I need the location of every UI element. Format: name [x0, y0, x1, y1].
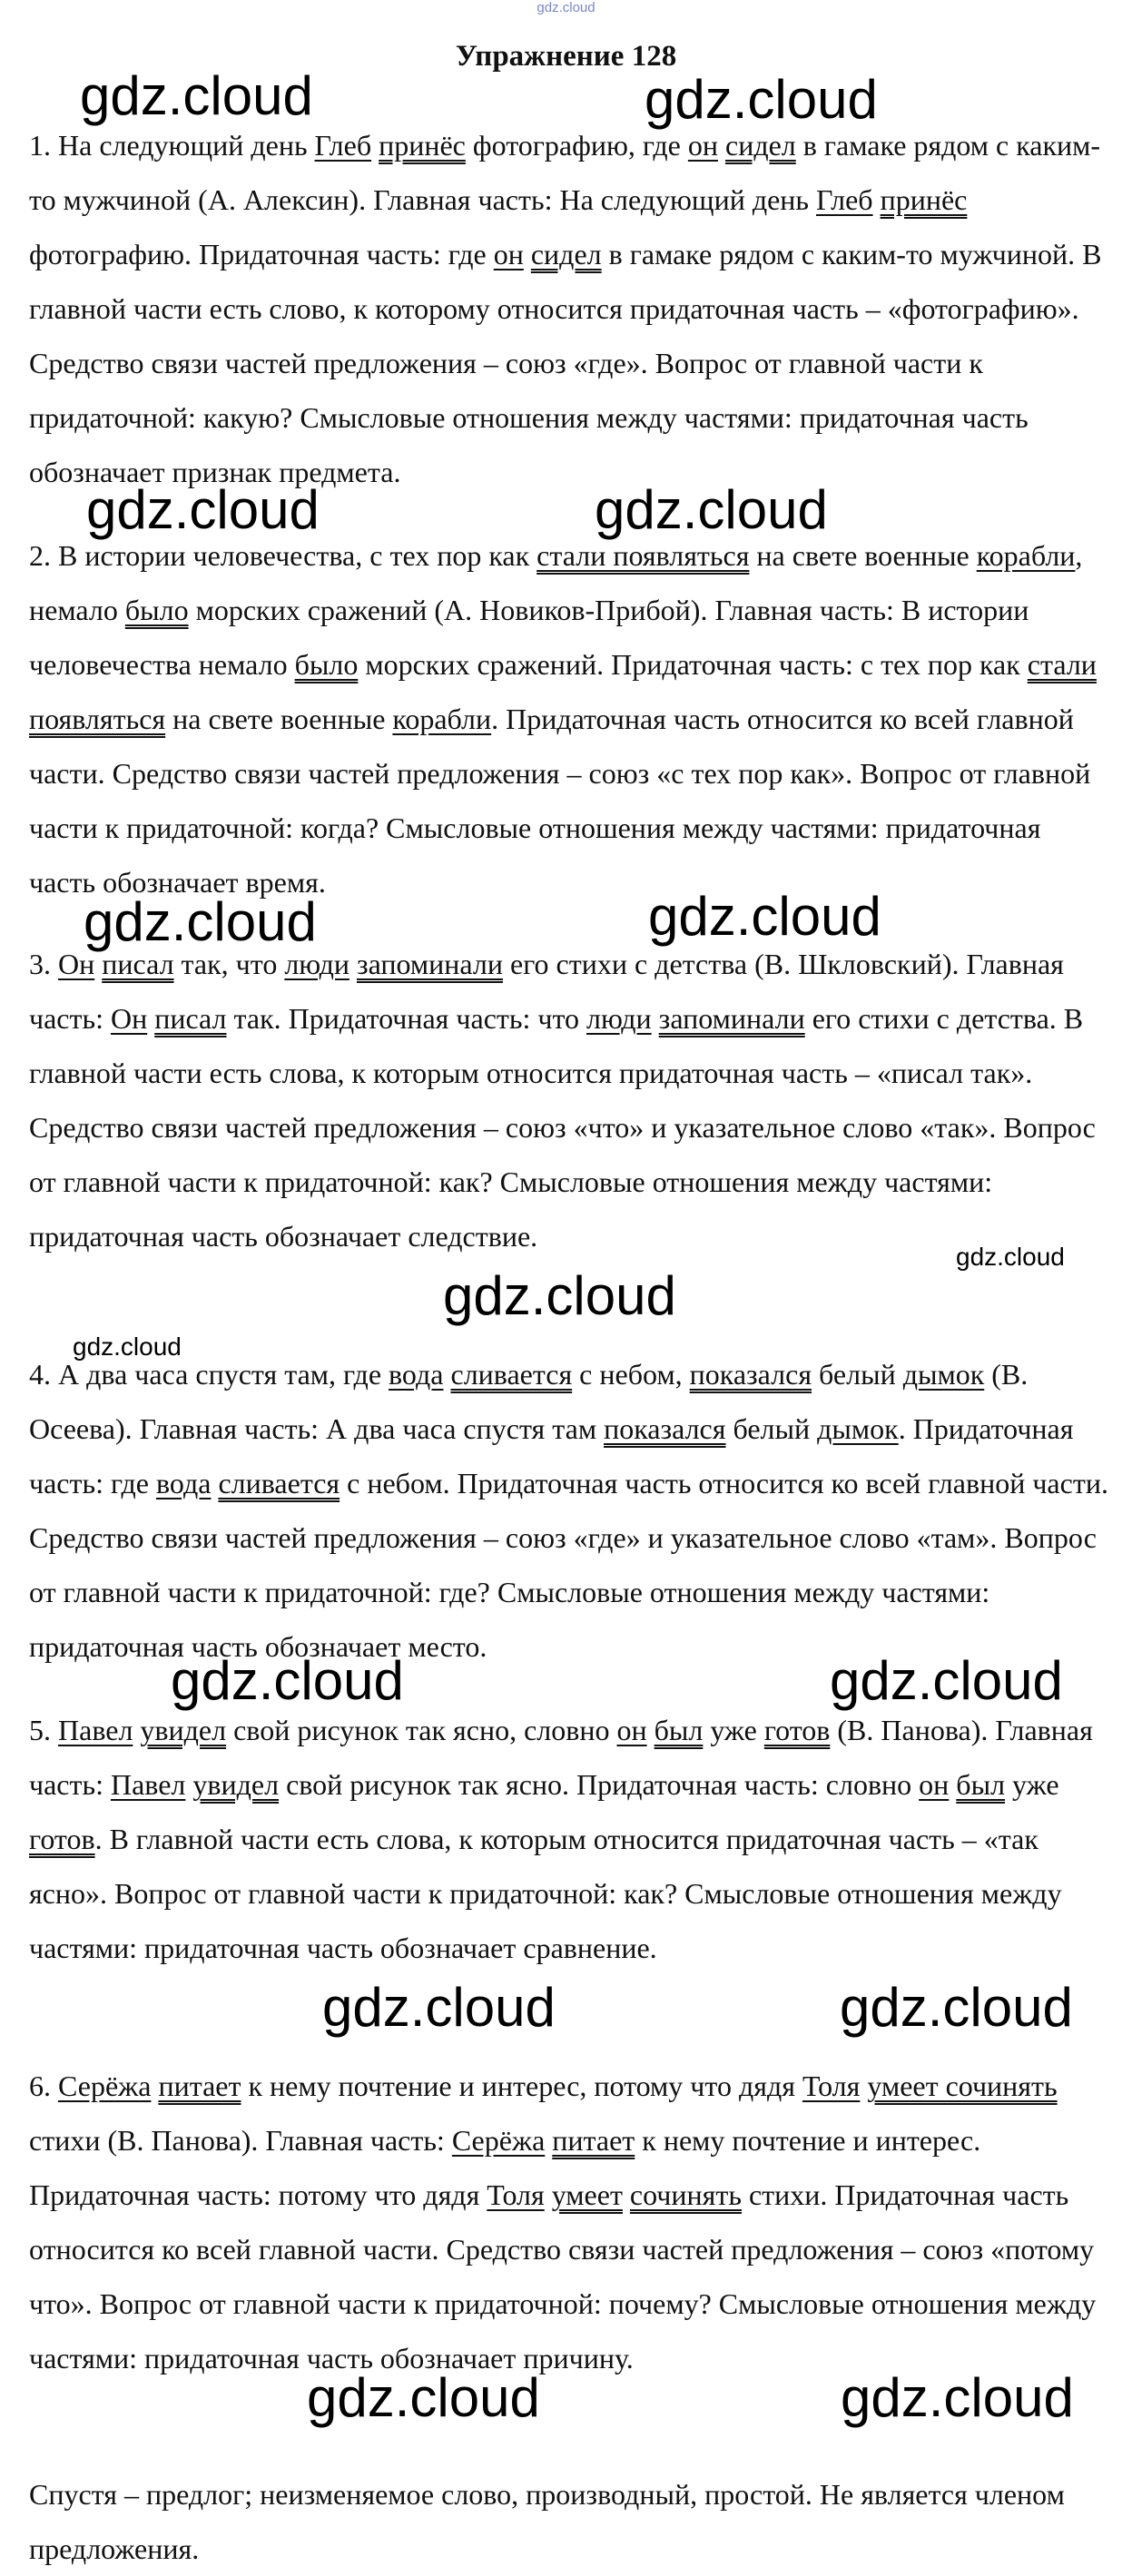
paragraph-3: 3. Он писал так, что люди запоминали его стихи с детства (В. Шкловский). Главная часть: Он писал так. Придаточная часть: что люди запоминали его стихи с детства. В главной части есть слова, к которым относится придаточная часть – «писал так». Средство связи частей предложения – союз «что» и указательное слово «так». Вопрос от главной части к придаточной: как? Смысловые отношения между частями: придаточная часть обозначает следствие.	[29, 948, 1096, 1253]
watermark: gdz.cloud	[73, 1332, 182, 1361]
watermark: gdz.cloud	[80, 65, 313, 126]
watermark: gdz.cloud	[648, 886, 881, 947]
top-watermark: gdz.cloud	[536, 0, 596, 15]
watermark: gdz.cloud	[595, 479, 828, 540]
note-paragraph: Спустя – предлог; неизменяемое слово, производный, простой. Не является членом предложения.	[29, 2478, 1065, 2565]
watermark: gdz.cloud	[956, 1243, 1065, 1271]
paragraph-2: 2. В истории человечества, с тех пор как стали появляться на свете военные корабли, немало было морских сражений (А. Новиков-Прибой). Главная часть: В истории человечества немало было морских сражений. Придаточная часть: с тех пор как стали появляться на свете военные корабли. Придаточная часть относится ко всей главной части. Средство связи частей предложения – союз «с тех пор как». Вопрос от главной части к придаточной: когда? Смысловые отношения между частями: придаточная часть обозначает время.	[29, 539, 1097, 899]
paragraph-5: 5. Павел увидел свой рисунок так ясно, словно он был уже готов (В. Панова). Главная часть: Павел увидел свой рисунок так ясно. Придаточная часть: словно он был уже готов. В главной части есть слова, к которым относится придаточная часть – «так ясно». Вопрос от главной части к придаточной: как? Смысловые отношения между частями: придаточная часть обозначает сравнение.	[29, 1714, 1093, 1964]
paragraph-1: 1. На следующий день Глеб принёс фотографию, где он сидел в гамаке рядом с каким-то мужчиной (А. Алексин). Главная часть: На следующий день Глеб принёс фотографию. Придаточная часть: где он сидел в гамаке рядом с каким-то мужчиной. В главной части есть слово, к которому относится придаточная часть – «фотографию». Средство связи частей предложения – союз «где». Вопрос от главной части к придаточной: какую? Смысловые отношения между частями: придаточная часть обозначает признак предмета.	[29, 129, 1102, 488]
watermark: gdz.cloud	[84, 891, 317, 952]
watermark: gdz.cloud	[86, 479, 320, 540]
watermark: gdz.cloud	[443, 1265, 676, 1326]
watermark: gdz.cloud	[840, 1977, 1073, 2038]
exercise-title: Упражнение 128	[455, 40, 677, 73]
watermark: gdz.cloud	[645, 69, 878, 130]
watermark: gdz.cloud	[830, 1650, 1063, 1711]
watermark: gdz.cloud	[841, 2367, 1074, 2428]
watermark: gdz.cloud	[307, 2367, 540, 2428]
paragraph-4: 4. А два часа спустя там, где вода сливается с небом, показался белый дымок (В. Осеева). Главная часть: А два часа спустя там показался белый дымок. Придаточная часть: где вода сливается с небом. Придаточная часть относится ко всей главной части. Средство связи частей предложения – союз «где» и указательное слово «там». Вопрос от главной части к придаточной: где? Смысловые отношения между частями: придаточная часть обозначает место.	[29, 1358, 1108, 1663]
paragraph-6: 6. Серёжа питает к нему почтение и интерес, потому что дядя Толя умеет сочинять стихи (В. Панова). Главная часть: Серёжа питает к нему почтение и интерес. Придаточная часть: потому что дядя Толя умеет сочинять стихи. Придаточная часть относится ко всей главной части. Средство связи частей предложения – союз «потому что». Вопрос от главной части к придаточной: почему? Смысловые отношения между частями: придаточная часть обозначает причину.	[29, 2070, 1097, 2374]
watermark: gdz.cloud	[322, 1977, 556, 2038]
watermark: gdz.cloud	[171, 1650, 404, 1711]
